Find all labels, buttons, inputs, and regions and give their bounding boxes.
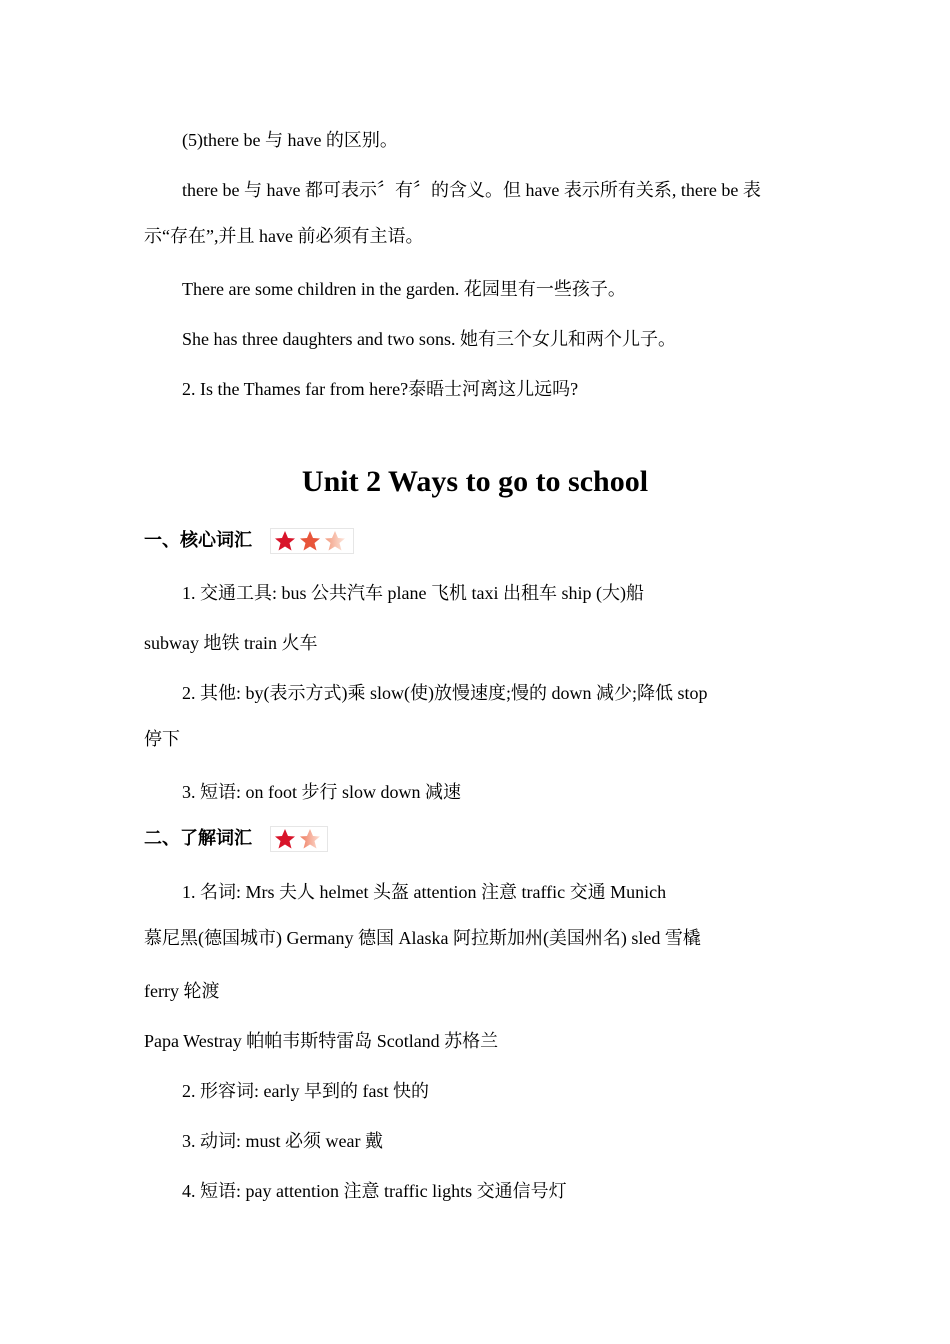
vocab-line: 1. 交通工具: bus 公共汽车 plane 飞机 taxi 出租车 ship (大)船 — [182, 583, 644, 603]
text-line: 示“存在”,并且 have 前必须有主语。 — [144, 226, 424, 246]
star-icon — [300, 531, 320, 551]
vocab-line: ferry 轮渡 — [144, 981, 220, 1001]
unit-title: Unit 2 Ways to go to school — [301, 465, 649, 498]
star-icon — [300, 829, 320, 849]
section-heading-core — [144, 528, 354, 554]
star-icon — [325, 531, 345, 551]
star-icon — [275, 531, 295, 551]
section-heading-extra — [144, 826, 328, 852]
text-line: there be 与 have 都可表示〞有〞的含义。但 have 表示所有关系, there be 表 — [182, 180, 761, 200]
vocab-line: 1. 名词: Mrs 夫人 helmet 头盔 attention 注意 traffic 交通 Munich — [182, 882, 667, 902]
example-sentence: There are some children in the garden. 花园里有一些孩子。 — [182, 279, 626, 299]
vocab-line: 3. 动词: must 必须 wear 戴 — [182, 1131, 383, 1151]
vocab-line: subway 地铁 train 火车 — [144, 633, 318, 653]
text-line: 2. Is the Thames far from here?泰晤士河离这儿远吗? — [182, 379, 579, 399]
text-line: (5)there be 与 have 的区别。 — [182, 130, 398, 150]
vocab-line: 2. 其他: by(表示方式)乘 slow(使)放慢速度;慢的 down 减少;降低 stop — [182, 683, 708, 703]
section-heading-label: 一、核心词汇 — [144, 530, 252, 551]
vocab-line: 3. 短语: on foot 步行 slow down 减速 — [182, 782, 461, 802]
star-rating — [270, 528, 354, 554]
example-sentence: She has three daughters and two sons. 她有三个女儿和两个儿子。 — [182, 329, 676, 349]
vocab-line: Papa Westray 帕帕韦斯特雷岛 Scotland 苏格兰 — [144, 1031, 499, 1051]
vocab-line: 慕尼黑(德国城市) Germany 德国 Alaska 阿拉斯加州(美国州名) sled 雪橇 — [144, 928, 701, 948]
vocab-line: 停下 — [144, 729, 180, 749]
star-icon — [275, 829, 295, 849]
vocab-line: 2. 形容词: early 早到的 fast 快的 — [182, 1081, 429, 1101]
star-rating — [270, 826, 328, 852]
vocab-line: 4. 短语: pay attention 注意 traffic lights 交通信号灯 — [182, 1181, 567, 1201]
section-heading-label: 二、了解词汇 — [144, 828, 252, 849]
